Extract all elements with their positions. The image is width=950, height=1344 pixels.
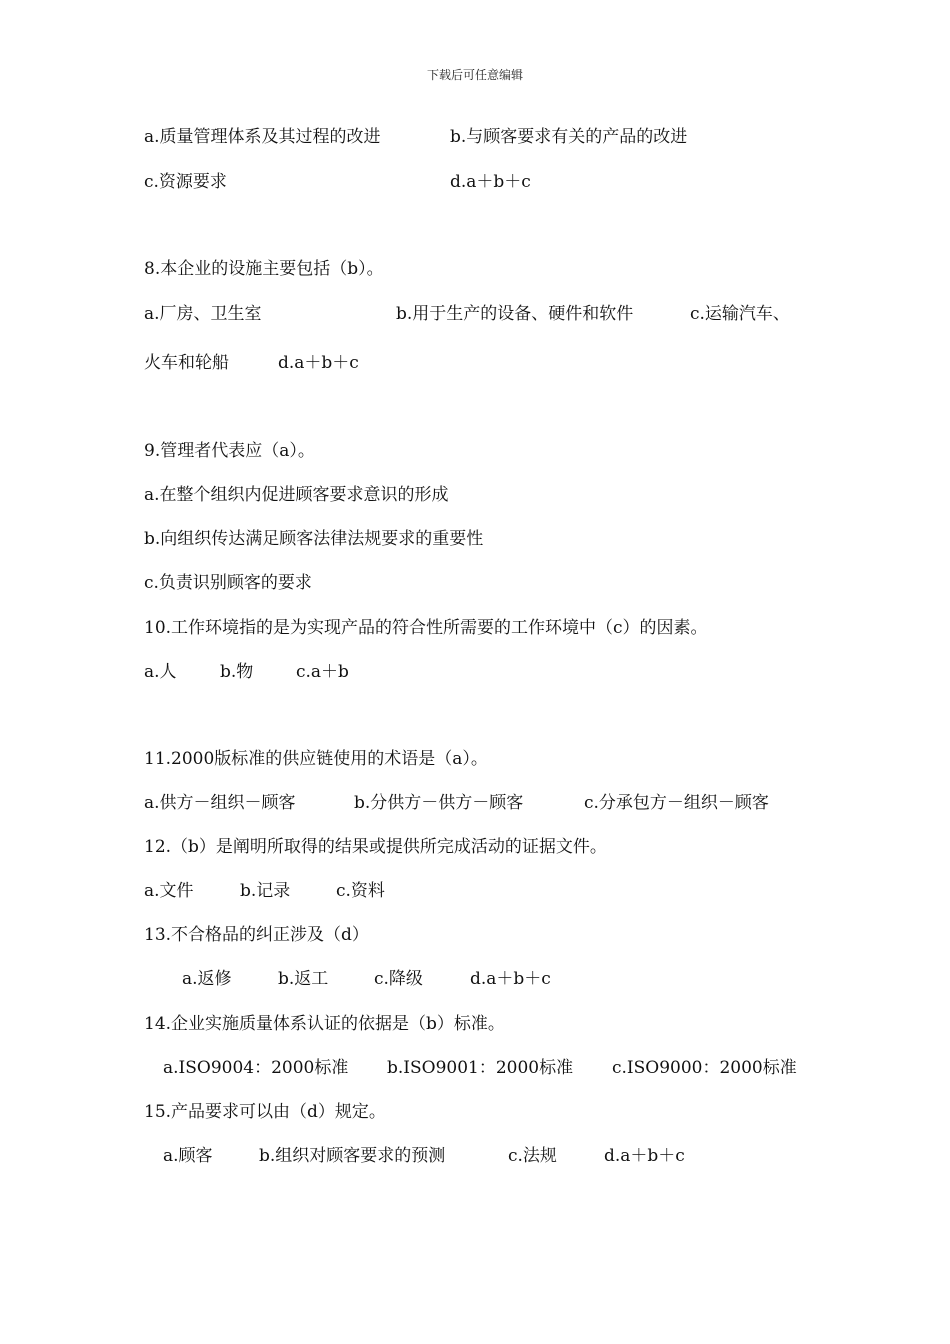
option-text: d.a＋b＋c (450, 172, 531, 192)
option-text: b.用于生产的设备、硬件和软件 (396, 304, 634, 324)
question-13: 13.不合格品的纠正涉及（d） (144, 925, 369, 945)
option-text: b.向组织传达满足顾客法律法规要求的重要性 (144, 529, 484, 549)
question-9: 9.管理者代表应（a）。 (144, 441, 315, 461)
option-text: d.a＋b＋c (470, 969, 551, 989)
option-text: c.资料 (336, 881, 385, 901)
option-text: b.ISO9001：2000标准 (387, 1058, 574, 1078)
option-text: a.返修 (182, 969, 232, 989)
option-text: a.质量管理体系及其过程的改进 (144, 127, 381, 147)
option-text: b.与顾客要求有关的产品的改进 (450, 127, 688, 147)
option-text: a.文件 (144, 881, 194, 901)
question-8: 8.本企业的设施主要包括（b）。 (144, 259, 384, 279)
question-15: 15.产品要求可以由（d）规定。 (144, 1102, 386, 1122)
question-12: 12.（b）是阐明所取得的结果或提供所完成活动的证据文件。 (144, 837, 607, 857)
option-text: b.记录 (240, 881, 291, 901)
option-text: a.人 (144, 662, 177, 682)
option-text: c.降级 (374, 969, 423, 989)
option-text: c.分承包方－组织－顾客 (584, 793, 769, 813)
option-text: c.a＋b (296, 662, 349, 682)
option-text: d.a＋b＋c (278, 353, 359, 373)
option-text: c.法规 (508, 1146, 557, 1166)
option-text: b.组织对顾客要求的预测 (259, 1146, 446, 1166)
option-text: a.厂房、卫生室 (144, 304, 262, 324)
option-text: d.a＋b＋c (604, 1146, 685, 1166)
question-11: 11.2000版标准的供应链使用的术语是（a）。 (144, 749, 488, 769)
option-text: c.负责识别顾客的要求 (144, 573, 312, 593)
option-text: c.ISO9000：2000标准 (612, 1058, 797, 1078)
option-text: a.在整个组织内促进顾客要求意识的形成 (144, 485, 449, 505)
option-text: b.返工 (278, 969, 329, 989)
question-14: 14.企业实施质量体系认证的依据是（b）标准。 (144, 1014, 505, 1034)
option-text: a.顾客 (163, 1146, 213, 1166)
page-header: 下载后可任意编辑 (426, 68, 523, 82)
option-text: b.物 (220, 662, 254, 682)
option-text: c.运输汽车、 (690, 304, 790, 324)
option-text: 火车和轮船 (144, 353, 229, 373)
question-10: 10.工作环境指的是为实现产品的符合性所需要的工作环境中（c）的因素。 (144, 618, 708, 638)
option-text: a.ISO9004：2000标准 (163, 1058, 349, 1078)
option-text: b.分供方－供方－顾客 (354, 793, 524, 813)
option-text: c.资源要求 (144, 172, 227, 192)
option-text: a.供方－组织－顾客 (144, 793, 296, 813)
